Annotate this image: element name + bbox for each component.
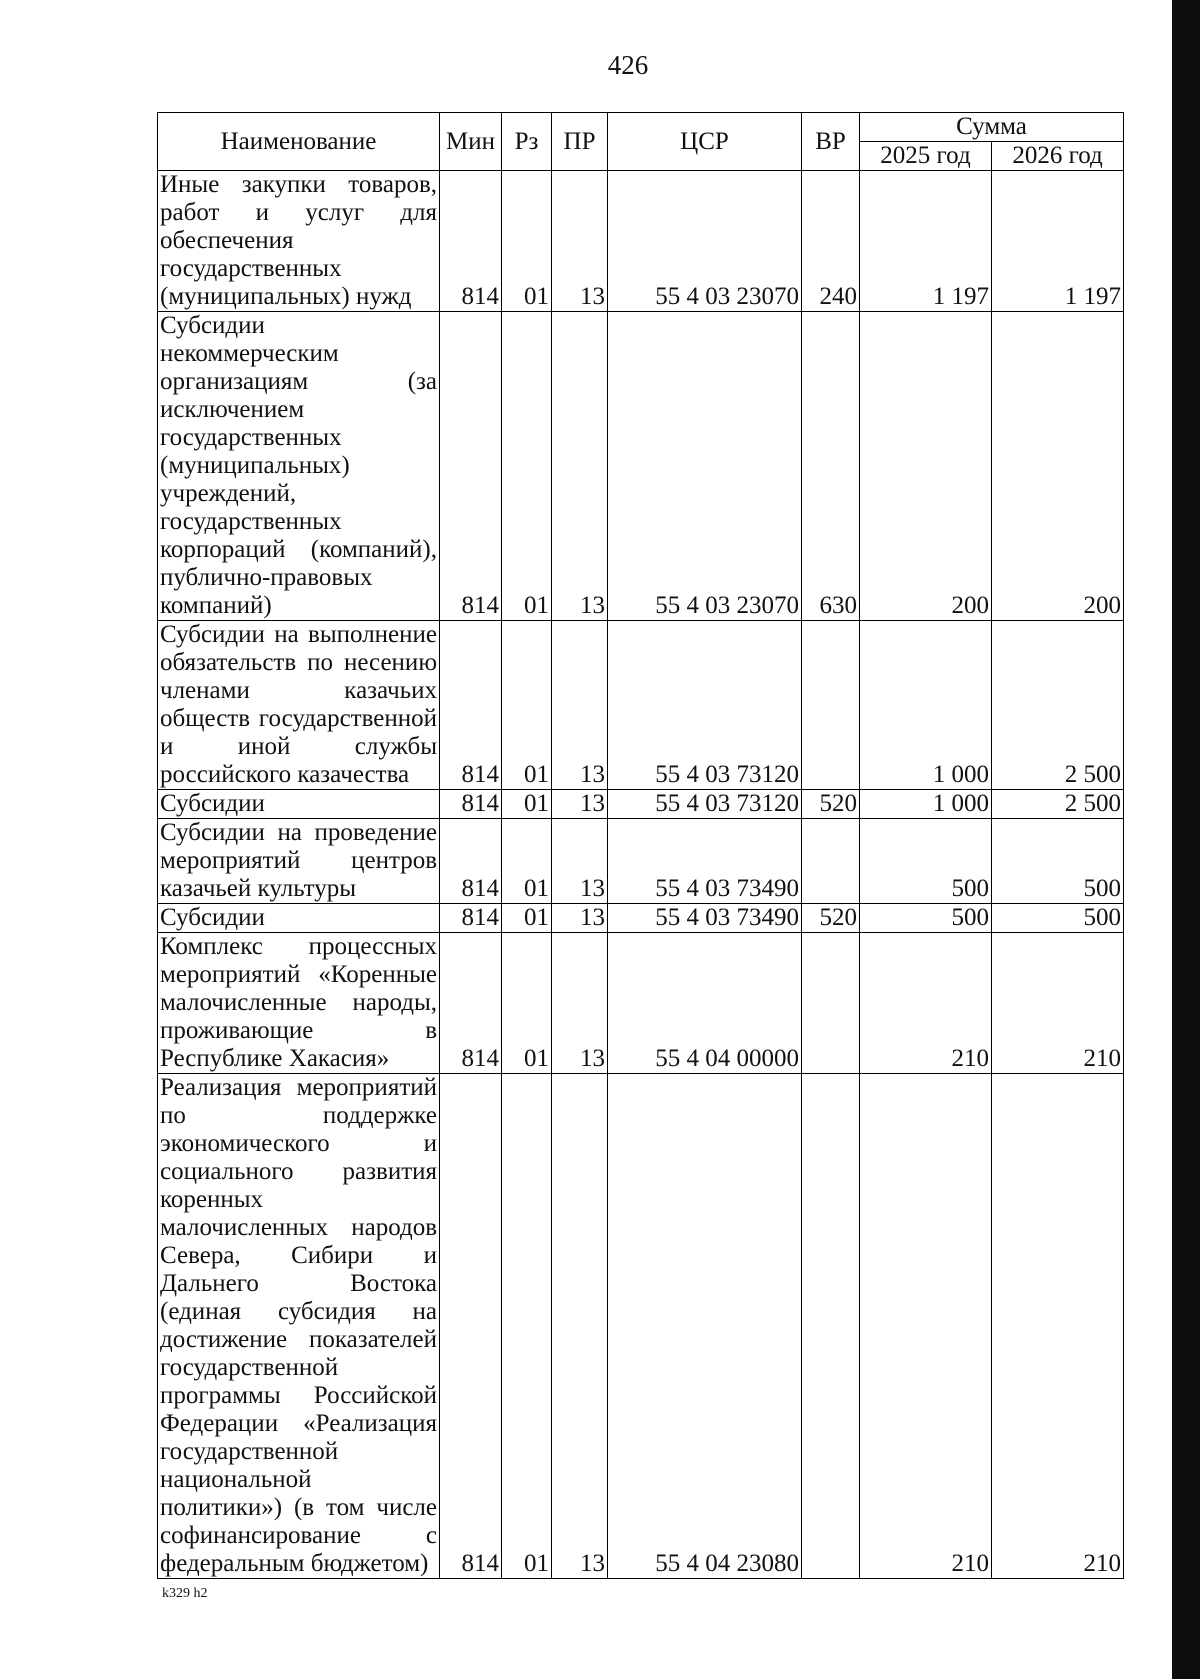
- row-csr: 55 4 03 73120: [608, 621, 802, 790]
- row-name: Субсидии некоммерческим организациям (за исключением государственных (муниципальных) учреждений, государственных корпораций (компаний), публично-правовых компаний): [158, 312, 440, 621]
- row-rz: 01: [502, 312, 552, 621]
- row-rz: 01: [502, 621, 552, 790]
- header-csr: ЦСР: [608, 113, 802, 171]
- row-vr: [802, 933, 860, 1074]
- row-min: 814: [440, 819, 502, 904]
- table-row: [158, 621, 1124, 790]
- row-sum-2025: 1 000: [860, 621, 992, 790]
- row-rz: 01: [502, 933, 552, 1074]
- row-name: Субсидии: [158, 904, 440, 933]
- row-rz: 01: [502, 904, 552, 933]
- row-min: 814: [440, 1074, 502, 1579]
- row-min: 814: [440, 621, 502, 790]
- header-name: Наименование: [158, 113, 440, 171]
- row-name: Комплекс процессных мероприятий «Коренные малочисленные народы, проживающие в Республике Хакасия»: [158, 933, 440, 1074]
- header-min: Мин: [440, 113, 502, 171]
- row-vr: 630: [802, 312, 860, 621]
- row-vr: [802, 819, 860, 904]
- row-sum-2025: 200: [860, 312, 992, 621]
- page-number: 426: [607, 50, 649, 80]
- table-row: [158, 171, 1124, 312]
- row-rz: 01: [502, 819, 552, 904]
- row-sum-2025: 500: [860, 904, 992, 933]
- row-vr: 240: [802, 171, 860, 312]
- row-name: Субсидии: [158, 790, 440, 819]
- header-year-2026: 2026 год: [992, 142, 1124, 171]
- row-sum-2025: 210: [860, 933, 992, 1074]
- row-min: 814: [440, 933, 502, 1074]
- row-rz: 01: [502, 790, 552, 819]
- row-csr: 55 4 04 00000: [608, 933, 802, 1074]
- row-csr: 55 4 03 73120: [608, 790, 802, 819]
- table-row: [158, 790, 1124, 819]
- row-vr: [802, 621, 860, 790]
- row-sum-2026: 500: [992, 819, 1124, 904]
- row-rz: 01: [502, 1074, 552, 1579]
- table-row: [158, 819, 1124, 904]
- row-sum-2026: 200: [992, 312, 1124, 621]
- table-row: [158, 904, 1124, 933]
- header-rz: Рз: [502, 113, 552, 171]
- row-sum-2026: 210: [992, 933, 1124, 1074]
- row-sum-2026: 500: [992, 904, 1124, 933]
- row-pr: 13: [552, 1074, 608, 1579]
- row-sum-2025: 210: [860, 1074, 992, 1579]
- header-pr: ПР: [552, 113, 608, 171]
- table-row: [158, 1074, 1124, 1579]
- row-sum-2026: 2 500: [992, 621, 1124, 790]
- row-name: Иные закупки товаров, работ и услуг для обеспечения государственных (муниципальных) нужд: [158, 171, 440, 312]
- scan-edge-shadow: [1172, 0, 1200, 1679]
- row-csr: 55 4 04 23080: [608, 1074, 802, 1579]
- row-vr: 520: [802, 904, 860, 933]
- row-name: Субсидии на проведение мероприятий центров казачьей культуры: [158, 819, 440, 904]
- row-pr: 13: [552, 933, 608, 1074]
- row-vr: [802, 1074, 860, 1579]
- row-pr: 13: [552, 790, 608, 819]
- row-min: 814: [440, 171, 502, 312]
- header-year-2025: 2025 год: [860, 142, 992, 171]
- row-name: Реализация мероприятий по поддержке экономического и социального развития коренных малочисленных народов Севера, Сибири и Дальнего Востока (единая субсидия на достижение показателей государственной программы Российской Федерации «Реализация государственной национальной политики») (в том числе софинансирование с федеральным бюджетом): [158, 1074, 440, 1579]
- row-csr: 55 4 03 23070: [608, 171, 802, 312]
- footer-code: k329 h2: [162, 1586, 208, 1601]
- row-csr: 55 4 03 73490: [608, 904, 802, 933]
- row-sum-2025: 1 000: [860, 790, 992, 819]
- header-sum: Сумма: [860, 113, 1124, 142]
- table-row: [158, 933, 1124, 1074]
- row-csr: 55 4 03 73490: [608, 819, 802, 904]
- row-pr: 13: [552, 904, 608, 933]
- row-sum-2026: 210: [992, 1074, 1124, 1579]
- row-pr: 13: [552, 819, 608, 904]
- row-csr: 55 4 03 23070: [608, 312, 802, 621]
- row-vr: 520: [802, 790, 860, 819]
- budget-table: [157, 112, 1124, 1579]
- row-name: Субсидии на выполнение обязательств по несению членами казачьих обществ государственной и иной службы российского казачества: [158, 621, 440, 790]
- header-vr: ВР: [802, 113, 860, 171]
- row-sum-2025: 1 197: [860, 171, 992, 312]
- row-min: 814: [440, 790, 502, 819]
- row-sum-2025: 500: [860, 819, 992, 904]
- row-sum-2026: 1 197: [992, 171, 1124, 312]
- row-min: 814: [440, 312, 502, 621]
- row-pr: 13: [552, 621, 608, 790]
- row-min: 814: [440, 904, 502, 933]
- row-pr: 13: [552, 312, 608, 621]
- header-row: [158, 113, 1124, 142]
- table-row: [158, 312, 1124, 621]
- row-sum-2026: 2 500: [992, 790, 1124, 819]
- row-pr: 13: [552, 171, 608, 312]
- row-rz: 01: [502, 171, 552, 312]
